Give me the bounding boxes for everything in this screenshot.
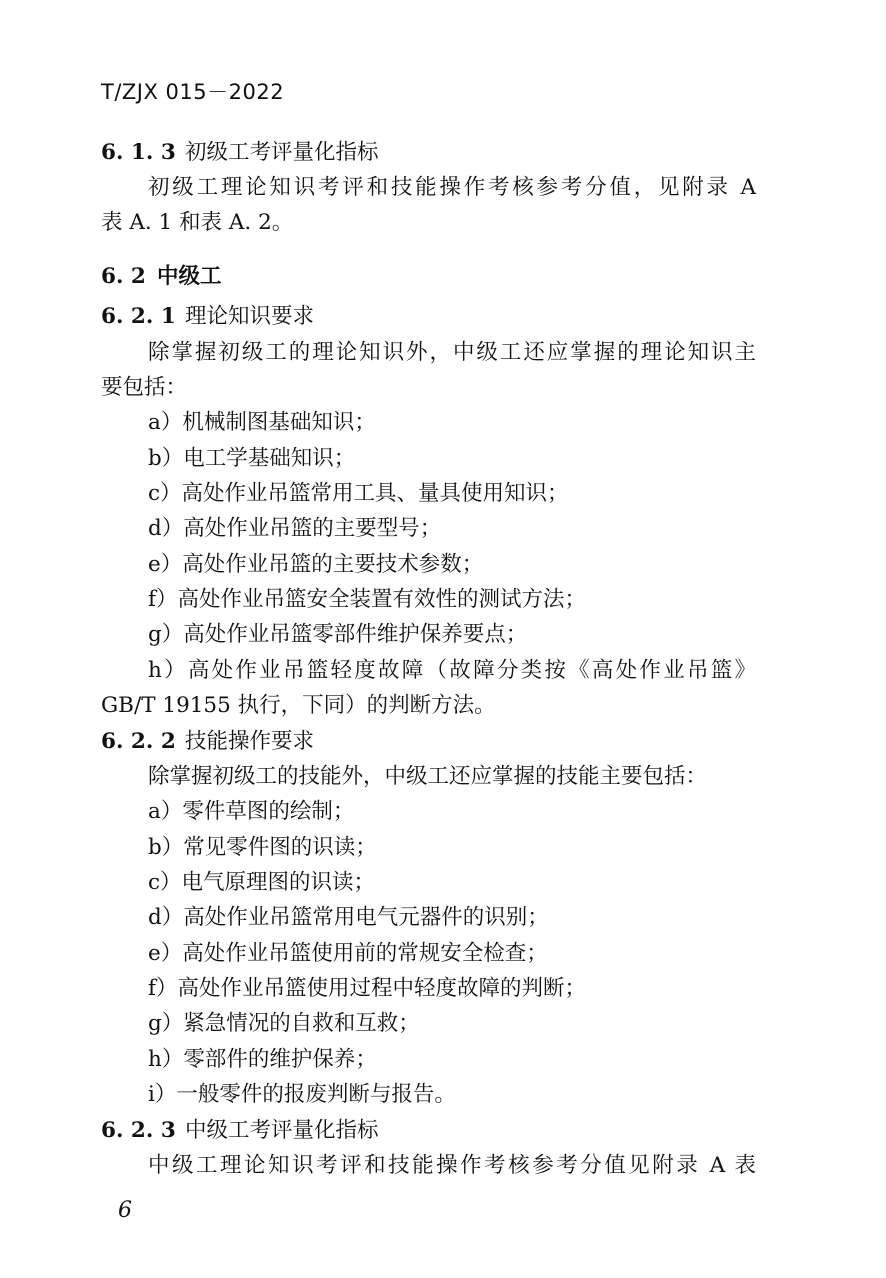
section-title: 初级工考评量化指标 xyxy=(185,140,379,165)
list-item: i）一般零件的报废判断与报告。 xyxy=(148,1082,456,1107)
list-item: c）高处作业吊篮常用工具、量具使用知识； xyxy=(148,481,569,506)
section-heading-6-2 xyxy=(101,262,756,292)
page-number: 6 xyxy=(118,1198,132,1223)
paragraph-line: 要包括： xyxy=(101,375,188,400)
section-heading-6-2-2 xyxy=(101,727,756,757)
list-item: g）紧急情况的自救和互救； xyxy=(148,1011,420,1036)
section-heading-6-2-3 xyxy=(101,1116,756,1146)
section-title: 中级工考评量化指标 xyxy=(185,1118,379,1143)
section-number: 6. 2. 2 xyxy=(101,729,176,754)
section-heading-6-1-3 xyxy=(101,138,756,168)
list-item: b）电工学基础知识； xyxy=(148,446,356,471)
list-item: d）高处作业吊篮的主要型号； xyxy=(148,516,442,541)
paragraph-line: 初级工理论知识考评和技能操作考核参考分值，见附录 A xyxy=(148,175,756,200)
paragraph-line: 除掌握初级工的理论知识外，中级工还应掌握的理论知识主 xyxy=(148,340,756,365)
paragraph-line: 中级工理论知识考评和技能操作考核参考分值见附录 A 表 xyxy=(148,1153,756,1178)
section-number: 6. 1. 3 xyxy=(101,140,176,165)
list-item: d）高处作业吊篮常用电气元器件的识别； xyxy=(148,905,549,930)
section-title: 中级工 xyxy=(157,264,222,289)
section-number: 6. 2. 1 xyxy=(101,304,176,329)
section-number: 6. 2. 3 xyxy=(101,1118,176,1143)
section-number: 6. 2 xyxy=(101,264,146,289)
list-item: e）高处作业吊篮使用前的常规安全检查； xyxy=(148,941,548,966)
list-item: e）高处作业吊篮的主要技术参数； xyxy=(148,552,484,577)
paragraph-line: 除掌握初级工的技能外，中级工还应掌握的技能主要包括： xyxy=(148,764,708,789)
list-item: a）零件草图的绘制； xyxy=(148,799,355,824)
section-heading-6-2-1 xyxy=(101,302,756,332)
list-item: h）高处作业吊篮轻度故障（故障分类按《高处作业吊篮》 xyxy=(148,658,756,683)
section-title: 理论知识要求 xyxy=(185,304,315,329)
list-item: g）高处作业吊篮零部件维护保养要点； xyxy=(148,622,528,647)
list-item: b）常见零件图的识读； xyxy=(148,835,377,860)
paragraph-line: 表 A. 1 和表 A. 2。 xyxy=(101,210,294,235)
list-item: f）高处作业吊篮安全装置有效性的测试方法； xyxy=(148,587,586,612)
section-title: 技能操作要求 xyxy=(185,729,315,754)
list-item-continuation: GB/T 19155 执行，下同）的判断方法。 xyxy=(101,693,496,718)
list-item: a）机械制图基础知识； xyxy=(148,410,376,435)
standard-code: T/ZJX 015－2022 xyxy=(101,80,285,104)
list-item: f）高处作业吊篮使用过程中轻度故障的判断； xyxy=(148,976,586,1001)
list-item: c）电气原理图的识读； xyxy=(148,870,376,895)
list-item: h）零部件的维护保养； xyxy=(148,1047,377,1072)
